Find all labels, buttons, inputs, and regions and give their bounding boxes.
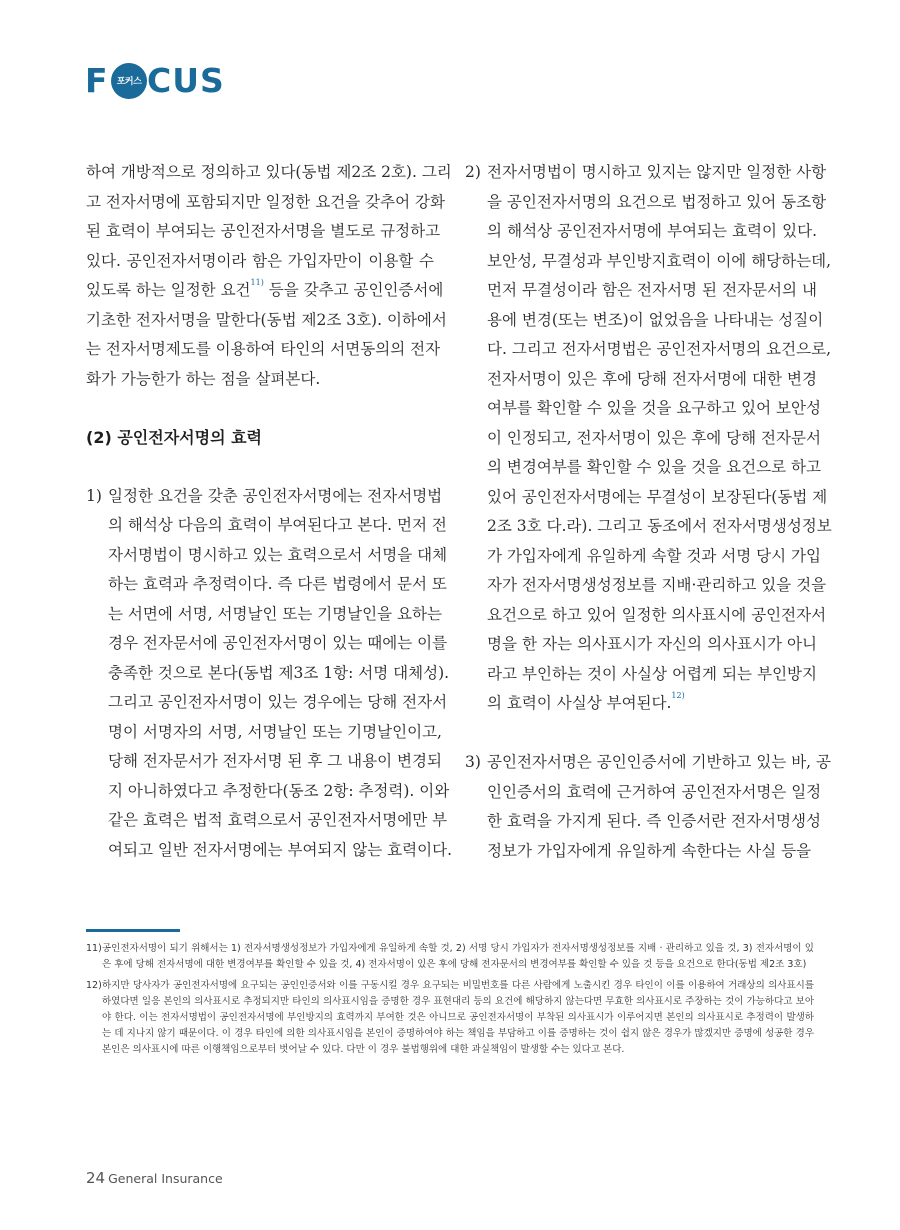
text-line bbox=[108, 836, 452, 866]
footnote-number: 11) bbox=[86, 943, 102, 954]
text-line bbox=[487, 335, 831, 365]
text-line bbox=[487, 306, 824, 336]
text-segment: 는 서면에 서명, 서명날인 또는 기명날인을 요하는 bbox=[108, 604, 442, 623]
text-segment: 지 아니하였다고 추정한다(동조 2항: 추정력). 이와 bbox=[108, 781, 450, 800]
text-line: 있다. 공인전자서명이라 함은 가입자만이 이용할 수 bbox=[86, 251, 434, 270]
magazine-name: General Insurance bbox=[108, 1171, 223, 1186]
left-column bbox=[86, 158, 452, 865]
text-segment: 당해 전자문서가 전자서명 된 후 그 내용이 변경되 bbox=[108, 752, 442, 770]
text-segment: 먼저 무결성이라 함은 전자서명 된 전자문서의 내 bbox=[487, 281, 817, 299]
text-line bbox=[487, 542, 821, 572]
text-line bbox=[487, 807, 821, 837]
text-line: 하여 개방적으로 정의하고 있다(동법 제2조 2호). 그리 bbox=[86, 163, 452, 181]
text-segment: 의 변경여부를 확인할 수 있을 것을 요건으로 하고 bbox=[487, 458, 821, 476]
text-line bbox=[487, 483, 828, 513]
page-number: 24 bbox=[86, 1169, 106, 1187]
section-heading: (2) 공인전자서명의 효력 bbox=[86, 428, 263, 447]
text-segment: 경우 전자문서에 공인전자서명이 있는 때에는 이를 bbox=[108, 634, 448, 652]
text-segment: 2조 3호 다.라). 그리고 동조에서 전자서명생성정보 bbox=[487, 517, 832, 535]
text-segment: 정보가 가입자에게 유일하게 속한다는 사실 등을 bbox=[487, 841, 812, 860]
text-line bbox=[487, 748, 831, 778]
intro-paragraph bbox=[86, 158, 452, 394]
footnotes bbox=[86, 941, 814, 1063]
text-line bbox=[487, 571, 827, 601]
text-line: 고 전자서명에 포함되지만 일정한 요건을 갖추어 강화 bbox=[86, 192, 445, 211]
text-line: 된 효력이 부여되는 공인전자서명을 별도로 규정하고 bbox=[86, 222, 441, 240]
text-segment: 요건으로 하고 있어 일정한 의사표시에 공인전자서 bbox=[487, 605, 827, 624]
text-line bbox=[487, 158, 827, 188]
footnote-text: 공인전자서명이 되기 위해서는 1) 전자서명생성정보가 가입자에게 유일하게 속할 것, 2) 서명 당시 가입자가 전자서명생성정보를 지배 · 관리하고 있을 것, 3) 전자서명이 있은 후에 당해 전자서명에 대한 변경여부를 확인할 수 있을 것, 4) 전자서명이 있은 후에 당해 전자문서의 변경여부를 확인할 수 있을 것 등을 요건으로 한다(동법 제2조 3호) bbox=[102, 943, 814, 970]
text-segment: 한 효력을 가지게 된다. 즉 인증서란 전자서명생성 bbox=[487, 812, 821, 830]
list-item-number: 1) bbox=[86, 486, 102, 505]
text-segment: 있도록 하는 일정한 요건 bbox=[86, 281, 251, 299]
logo-ring bbox=[111, 63, 147, 99]
text-line bbox=[487, 660, 817, 690]
text-line bbox=[487, 188, 827, 218]
list-item-body bbox=[108, 482, 452, 866]
text-segment: 있어 공인전자서명에는 무결성이 보장된다(동법 제 bbox=[487, 487, 828, 506]
footnote-number: 12) bbox=[86, 980, 102, 991]
text-line bbox=[487, 276, 817, 306]
text-line bbox=[108, 718, 442, 748]
list-item-1 bbox=[86, 482, 452, 866]
list-item-number: 2) bbox=[465, 163, 481, 181]
right-column bbox=[465, 158, 832, 866]
footnote-12 bbox=[86, 978, 814, 1058]
text-line bbox=[108, 747, 442, 777]
text-line bbox=[487, 689, 817, 719]
text-segment: 용에 변경(또는 변조)이 없었음을 나타내는 성질이 bbox=[487, 310, 824, 329]
text-segment: 인인증서의 효력에 근거하여 공인전자서명은 일정 bbox=[487, 782, 822, 801]
footnote-ref-11[interactable]: 11) bbox=[250, 278, 264, 287]
text-line bbox=[108, 688, 448, 718]
list-item-2 bbox=[465, 158, 832, 719]
list-item-number: 3) bbox=[465, 753, 481, 771]
text-segment: 이 인정되고, 전자서명이 있은 후에 당해 전자문서 bbox=[487, 428, 821, 447]
text-line bbox=[108, 511, 447, 541]
text-segment: 전자서명이 있은 후에 당해 전자서명에 대한 변경 bbox=[487, 369, 817, 388]
text-line bbox=[108, 659, 450, 689]
text-line bbox=[487, 601, 827, 631]
text-segment: 보안성, 무결성과 부인방지효력이 이에 해당하는데, bbox=[487, 251, 831, 270]
list-item-3 bbox=[465, 748, 831, 866]
list-item-body bbox=[487, 748, 831, 866]
footnote-11 bbox=[86, 941, 814, 973]
text-line: 화가 가능한가 하는 점을 살펴본다. bbox=[86, 369, 321, 388]
text-line bbox=[108, 629, 448, 659]
footnote-divider bbox=[86, 929, 180, 932]
text-segment: 여되고 일반 전자서명에는 부여되지 않는 효력이다. bbox=[108, 840, 452, 859]
text-line bbox=[487, 778, 822, 808]
text-segment: 같은 효력은 법적 효력으로서 공인전자서명에만 부 bbox=[108, 811, 448, 829]
text-segment: 등을 갖추고 공인인증서에 bbox=[263, 281, 444, 299]
text-segment: 을 공인전자서명의 요건으로 법정하고 있어 동조항 bbox=[487, 192, 827, 211]
text-line bbox=[487, 512, 832, 542]
footnote-text: 하지만 당사자가 공인전자서명에 요구되는 공인인증서와 이를 구동시킬 경우 요구되는 비밀번호를 다른 사람에게 노출시킨 경우 타인이 이를 이용하여 거래상의 의사표시를 하였다면 일응 본인의 의사표시로 추정되지만 타인의 의사표시임을 증명한 경우 표현대리 등의 요건에 해당하지 않는다면 무효한 의사표시로 주장하는 것이 가능하다고 보아야 한다. 이는 전자서명법이 공인전자서명에 부인방지의 효력까지 부여한 것은 아니므로 공인전자서명이 부착된 의사표시가 이루어지면 본인의 의사표시로 추정력이 발생하는 데 지나지 않기 때문이다. 이 경우 타인에 의한 의사표시임을 본인이 증명하여야 하는 책임을 부담하고 이를 증명하는 것이 쉽지 않은 경우가 많겠지만 증명에 성공한 경우 본인은 의사표시에 따른 이행책임으로부터 벗어날 수 있다. 다만 이 경우 불법행위에 대한 과실책임이 발생할 수는 있다고 본다. bbox=[102, 980, 814, 1055]
text-line bbox=[487, 837, 817, 867]
text-line-with-footnote bbox=[86, 276, 444, 306]
text-line: 는 전자서명제도를 이용하여 타인의 서면동의의 전자 bbox=[86, 340, 441, 358]
text-segment: 의 효력이 사실상 부여된다. bbox=[487, 694, 672, 712]
text-segment: 의 해석상 다음의 효력이 부여된다고 본다. 먼저 전 bbox=[108, 516, 447, 534]
text-line bbox=[487, 424, 821, 454]
text-line bbox=[108, 482, 443, 512]
focus-logo bbox=[85, 60, 225, 102]
text-line bbox=[108, 600, 442, 630]
text-segment: 일정한 요건을 갖춘 공인전자서명에는 전자서명법 bbox=[108, 486, 443, 505]
text-line bbox=[487, 453, 821, 483]
text-segment: 자가 전자서명생성정보를 지배·관리하고 있을 것을 bbox=[487, 576, 827, 594]
footnote-ref-12[interactable]: 12) bbox=[671, 691, 685, 700]
logo-letter-f: F bbox=[85, 61, 109, 100]
text-segment: 가 가입자에게 유일하게 속할 것과 서명 당시 가입 bbox=[487, 546, 821, 565]
text-line bbox=[108, 570, 447, 600]
text-line bbox=[487, 394, 821, 424]
text-segment: 하는 효력과 추정력이다. 즉 다른 법령에서 문서 또 bbox=[108, 575, 447, 593]
text-segment: 의 해석상 공인전자서명에 부여되는 효력이 있다. bbox=[487, 222, 817, 240]
text-segment: 그리고 공인전자서명이 있는 경우에는 당해 전자서 bbox=[108, 693, 448, 711]
logo-korean-text: 포커스 bbox=[116, 77, 142, 87]
page-footer bbox=[86, 1168, 223, 1187]
text-line bbox=[108, 806, 448, 836]
text-segment: 전자서명법이 명시하고 있지는 않지만 일정한 사항 bbox=[487, 163, 827, 181]
text-line bbox=[108, 777, 450, 807]
text-line bbox=[108, 541, 448, 571]
text-segment: 명을 한 자는 의사표시가 자신의 의사표시가 아니 bbox=[487, 635, 817, 653]
text-line bbox=[487, 247, 831, 277]
list-item-body bbox=[487, 158, 832, 719]
text-segment: 충족한 것으로 본다(동법 제3조 1항: 서명 대체성). bbox=[108, 663, 450, 682]
text-line bbox=[487, 630, 817, 660]
text-line bbox=[487, 365, 817, 395]
text-segment: 공인전자서명은 공인인증서에 기반하고 있는 바, 공 bbox=[487, 753, 831, 771]
text-segment: 라고 부인하는 것이 사실상 어렵게 되는 부인방지 bbox=[487, 664, 817, 683]
text-line bbox=[487, 217, 817, 247]
text-segment: 명이 서명자의 서명, 서명날인 또는 기명날인이고, bbox=[108, 722, 442, 741]
text-segment: 여부를 확인할 수 있을 것을 요구하고 있어 보안성 bbox=[487, 399, 821, 417]
text-segment: 자서명법이 명시하고 있는 효력으로서 서명을 대체 bbox=[108, 545, 448, 564]
text-line: 기초한 전자서명을 말한다(동법 제2조 3호). 이하에서 bbox=[86, 310, 447, 329]
text-segment: 다. 그리고 전자서명법은 공인전자서명의 요건으로, bbox=[487, 340, 831, 358]
logo-letters-cus: CUS bbox=[147, 61, 225, 100]
